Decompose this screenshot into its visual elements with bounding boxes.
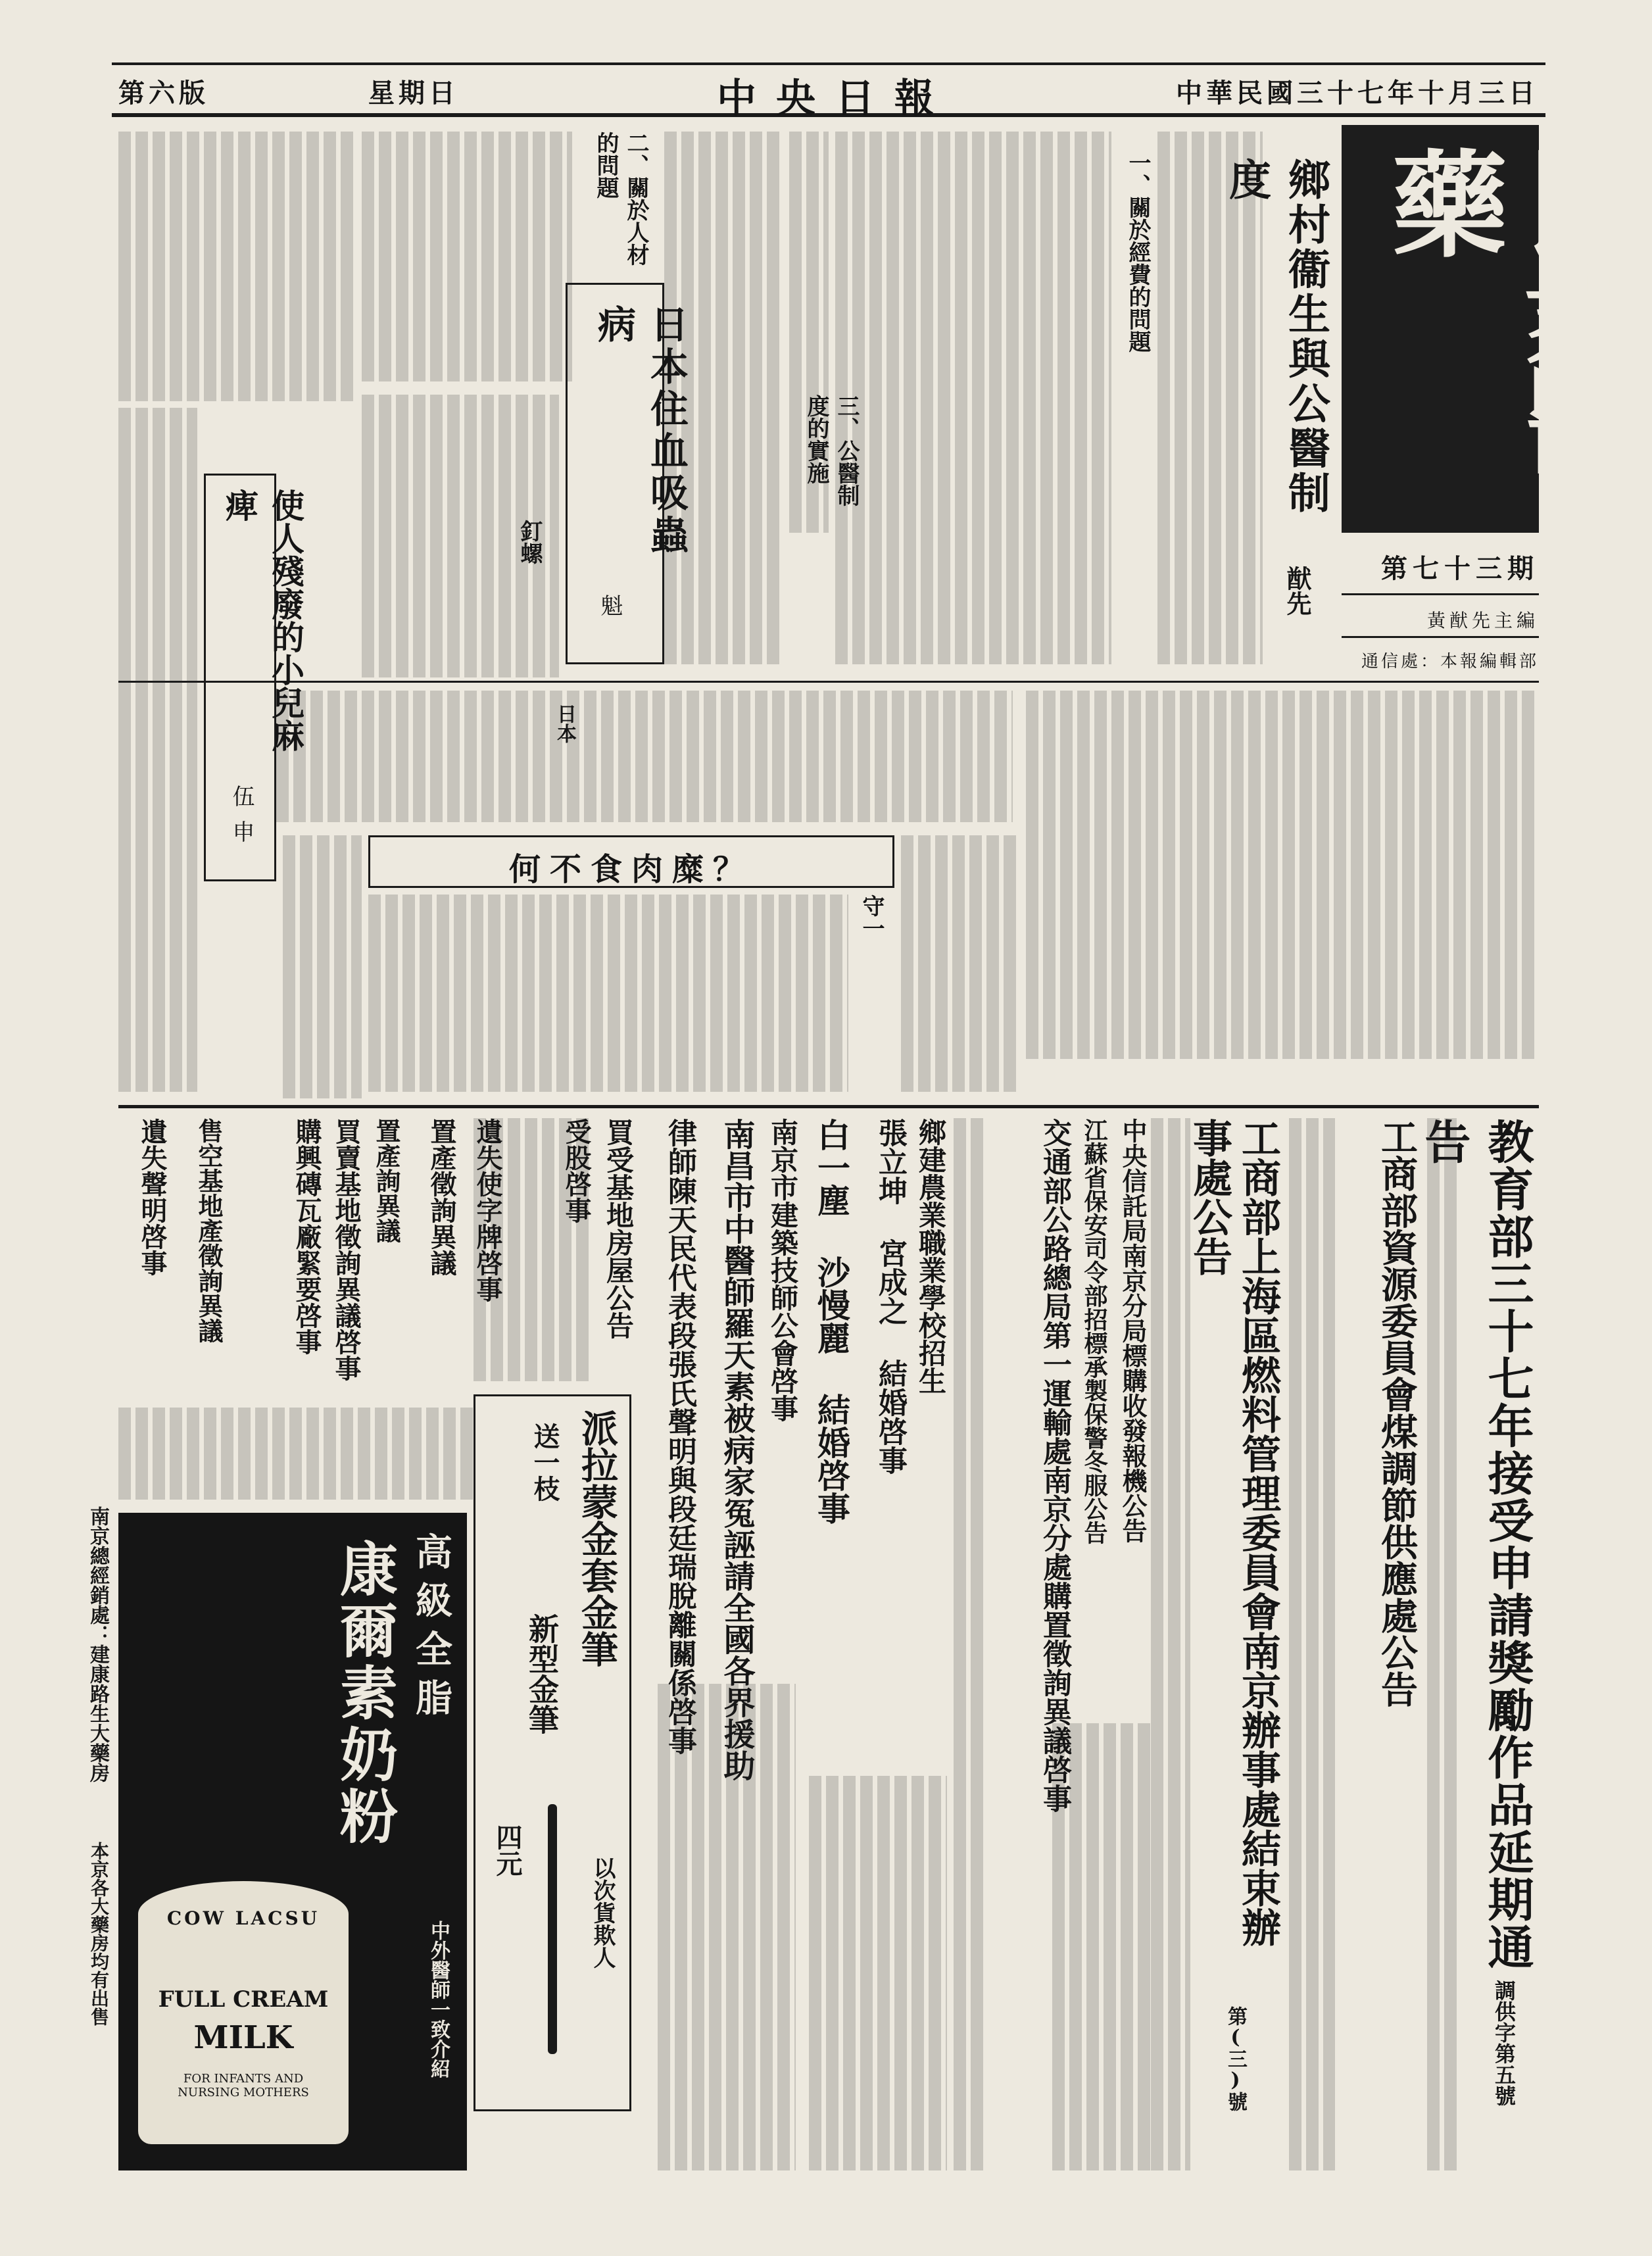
milk-ad-dealer: 南京總經銷處：建康路生大藥房 — [86, 1506, 109, 1782]
article-sub-public-doctor: 三、公醫制度的實施 — [803, 395, 860, 506]
notice-architects: 南京市建築技師公會啓事 — [767, 1118, 799, 1422]
article-body-polio-b — [283, 835, 362, 1098]
ads-section-divider — [118, 1105, 1539, 1108]
section-title: 民衆醫藥 — [1373, 145, 1640, 470]
masthead-date: 中華民國三十七年十月三日 — [1176, 78, 1539, 109]
article-title-box-japan — [566, 283, 689, 664]
article-body-japan-b — [276, 691, 1013, 822]
section-contact: 通信處：本報編輯部 — [1361, 652, 1539, 672]
notice-lawyer-body — [658, 1684, 796, 2170]
article-title-polio: 使人殘廢的小兒麻痺 — [220, 489, 305, 752]
article-body-rural-health-b — [835, 132, 1111, 664]
milk-can-line2: MILK — [193, 2019, 293, 2056]
article-body-continued-mid — [901, 835, 1019, 1092]
milk-ad-headline: 高級全脂 — [410, 1533, 453, 1727]
notice-jiangsu-title: 江蘇省保安司令部招標承製保警冬服公告 — [1081, 1118, 1108, 1544]
notice-land-purchase: 買受基地房屋公告 — [602, 1118, 635, 1339]
article-title-box-polio — [204, 474, 305, 881]
pen-ad-footer: 以次貨欺人 — [589, 1857, 616, 1969]
masthead-weekday: 星期日 — [368, 78, 459, 109]
notice-education-no: 調供字第五號 — [1492, 1980, 1517, 2106]
section-title-block — [1342, 125, 1640, 533]
article-title-meat: 何不食肉糜？ — [508, 851, 754, 888]
upper-section-divider — [118, 681, 1539, 683]
notice-wedding-zhang: 張立坤 宮成之 結婚啓事 — [873, 1118, 907, 1475]
notice-lost-plate: 遺失使字牌啓事 — [472, 1118, 503, 1302]
notice-commerce-title: 工商部上海區燃料管理委員會南京辦事處結束辦事處公告 — [1186, 1118, 1281, 1947]
article-title-japan: 日本住血吸蟲病 — [591, 305, 689, 557]
notice-lawyer: 律師陳天民代表段張氏聲明與段廷瑞脫離關係啓事 — [663, 1118, 696, 1755]
pen-ad-title: 派拉蒙金套金筆 — [575, 1410, 619, 1667]
notice-resources-body — [1289, 1118, 1335, 2170]
pen-ad-line1: 新型金筆 — [524, 1613, 560, 1734]
notice-school-title: 鄉建農業職業學校招生 — [915, 1118, 947, 1394]
section-editor: 黃猷先主編 — [1426, 610, 1539, 631]
notice-property-a: 置產徵詢異議 — [426, 1118, 457, 1276]
notice-lost-declaration: 遺失聲明啓事 — [137, 1118, 168, 1276]
notice-land-trade: 買賣基地徵詢異議啓事 — [331, 1118, 362, 1381]
notice-trust-title: 中央信託局南京分局標購收發報機公告 — [1118, 1118, 1148, 1543]
notice-education-title: 教育部三十七年接受申請獎勵作品延期通告 — [1417, 1118, 1535, 1971]
article-author-meat: 守一 — [858, 895, 885, 939]
masthead-page: 第六版 — [118, 78, 209, 109]
article-sub-snail: 釘螺 — [516, 520, 543, 564]
notice-transport-body — [954, 1118, 986, 2170]
article-title-box-meat — [368, 835, 894, 888]
article-body-continued-right — [1026, 691, 1539, 1059]
notice-commerce-no: 第(三)號 — [1224, 2006, 1247, 2111]
notice-education-body — [1427, 1118, 1460, 2170]
masthead-paper-name: 中央日報 — [717, 76, 954, 122]
article-body-rural-health-f — [118, 132, 355, 401]
article-sub-economy: 一、關於經費的問題 — [1125, 151, 1151, 353]
milk-ad-brand: 康爾素奶粉 — [331, 1539, 399, 1848]
notice-transport-title: 交通部公路總局第一運輸處南京分處購置徵詢異議啓事 — [1038, 1118, 1071, 1813]
article-body-meat — [368, 895, 848, 1092]
notice-commerce-body — [1151, 1118, 1190, 2170]
milk-ad-dealer2: 本京各大藥房均有出售 — [88, 1842, 110, 2026]
notice-resources-title: 工商部資源委員會煤調節供應處公告 — [1375, 1118, 1419, 1707]
article-author-rural-health: 猷先 — [1282, 566, 1312, 616]
milk-can-line1: FULL CREAM — [158, 1986, 329, 2013]
pen-ad-price: 四元 — [492, 1824, 523, 1876]
article-author-polio: 伍申 — [228, 785, 255, 856]
notice-wedding-body — [809, 1776, 947, 2170]
milk-ad-tagline: 中外醫師一致介紹 — [427, 1921, 450, 2078]
article-sub-talent: 二、關於人材的問題 — [593, 132, 649, 266]
article-author-japan: 魁 — [596, 594, 623, 616]
notice-small-ads-body — [118, 1408, 474, 1500]
section-issue-box — [1342, 536, 1539, 595]
article-sub-japan: 日本 — [553, 704, 576, 743]
milk-can-line3: FOR INFANTS AND NURSING MOTHERS — [178, 2072, 309, 2099]
notice-brick-factory: 購興磚瓦廠緊要啓事 — [291, 1118, 322, 1355]
notice-vacant-land: 售空基地產徵詢異議 — [194, 1118, 224, 1343]
notice-property-b: 置產詢異議 — [372, 1118, 401, 1243]
section-issue: 第七十三期 — [1381, 553, 1539, 584]
milk-ad — [118, 1513, 467, 2170]
pen-icon — [548, 1804, 557, 2054]
article-body-rural-health-e — [362, 132, 572, 381]
milk-can-icon — [138, 1881, 349, 2144]
milk-can-brand: COW LACSU — [166, 1907, 320, 1929]
notice-nanchang: 南昌市中醫師羅天素被病家冤誣請全國各界援助 — [718, 1118, 755, 1781]
pen-ad-line2: 送一枝 — [529, 1423, 560, 1502]
article-title-rural-health: 鄉村衞生與公醫制度 — [1222, 158, 1330, 516]
section-editor-box — [1342, 599, 1539, 638]
pen-ad — [474, 1394, 631, 2111]
article-body-polio-a — [118, 408, 197, 1092]
article-body-rural-health-a — [1157, 132, 1263, 664]
notice-wedding-bai: 白一塵 沙慢麗 結婚啓事 — [812, 1118, 851, 1525]
notice-shares: 受股啓事 — [561, 1118, 592, 1223]
section-contact-box — [1256, 641, 1539, 677]
masthead-rule-top — [112, 62, 1545, 65]
